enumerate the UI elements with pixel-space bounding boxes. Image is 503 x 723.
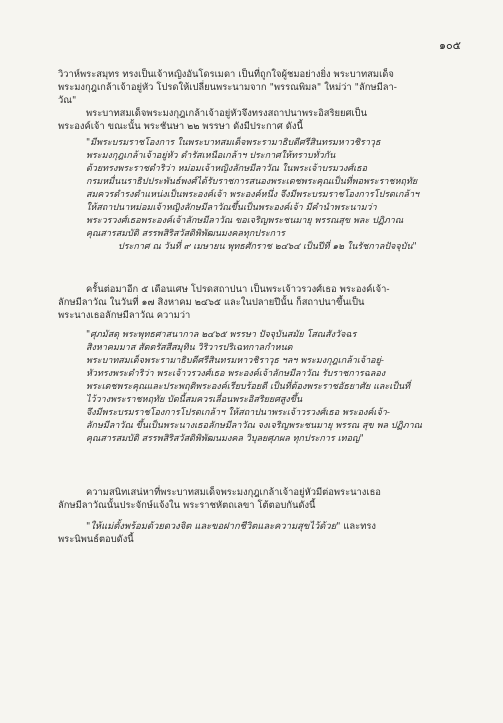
quote-line: คุณสารสมบัติ สรรพสิริสวัสดิพิพัฒนมงคลทุกประการ [86,229,286,239]
quote-line: ให้สถาปนาหม่อมเจ้าหญิงลักษมีลาวัณขึ้นเป็นพระองค์เจ้า มีคำนำพระนามว่า [86,203,377,213]
text-line: พระมงกุฎเกล้าเจ้าอยู่หัว โปรดให้เปลี่ยนพระนามจาก "พรรณพิมล" ใหม่ว่า "ลักษมีลา- [58,82,397,93]
quote-line: กรมหมื่นนราธิปประพันธ์พงศ์ได้รับราชการสนองพระเดชพระคุณเป็นที่พอพระราชหฤทัย [86,177,418,187]
text-line: พระนิพนธ์ตอบดังนี้ [58,534,134,545]
proclamation-quote-1 [58,137,458,254]
quote-line: "มีพระบรมราชโองการ ในพระบาทสมเด็จพระรามาธิบดีศรีสินทรมหาวชิราวุธ [86,138,381,148]
quote-line: พระวรวงศ์เธอพระองค์เจ้าลักษมีลาวัณ ขอเจริญพระชนมายุ พรรณสุข พละ ปฏิภาณ [86,216,404,226]
proclamation-quote-2 [58,329,458,446]
text-line: วิวาห์พระสมุทร ทรงเป็นเจ้าหญิงอันโดรเมดา เป็นที่ถูกใจผู้ชมอย่างยิ่ง พระบาทสมเด็จ [58,69,394,80]
letter-quote-tail: และทรง [340,521,377,532]
text-line: ลักษมีลาวัณนั้นประจักษ์แจ้งใน พระราชหัตถเลขา โต้ตอบกันดังนี้ [58,500,316,511]
paragraph-intro [58,68,458,133]
paragraph-affection [58,486,458,512]
quote-line: หัวทรงพระดำริว่า พระเจ้าวรวงศ์เธอ พระองค์เจ้าลักษมีลาวัณ รับราชการฉลอง [86,369,386,379]
quote-line: "ศุภมัสดุ พระพุทธศาสนากาล ๒๔๖๕ พรรษา ปัจจุบันสมัย โสณสังวัจฉร [86,330,357,340]
text-line: พระบาทสมเด็จพระมงกุฎเกล้าเจ้าอยู่หัวจึงทรงสถาปนาพระอิสริยยศเป็น [86,108,368,119]
quote-line: พระบาทสมเด็จพระรามาธิบดีศรีสินทรมหาวชิราวุธ ฯลฯ พระมงกุฎเกล้าเจ้าอยู่- [86,356,384,366]
page-number: ๑๐๕ [438,39,461,52]
quote-line: สิงหาคมมาส สัตตรัสสีสมุทิน วิริวารปริเฉทกาลกำหนด [86,343,293,353]
quote-line: ลักษมีลาวัณ ขึ้นเป็นพระนางเธอลักษมีลาวัณ จงเจริญพระชนมายุ พรรณ สุข พล ปฏิภาณ [86,421,422,431]
quote-line: พระมงกุฎเกล้าเจ้าอยู่หัว ดำรัสเหนือเกล้าฯ ประกาศให้ทราบทั่วกัน [86,151,336,161]
quote-line: คุณสารสมบัติ สรรพสิริสวัสดิพิพัฒนมงคล วิบุลยศุภผล ทุกประการ เทอญ" [86,434,364,444]
quote-line: ด้วยทรงพระราชดำริว่า หม่อมเจ้าหญิงลักษมีลาวัณ ในพระเจ้าบรมวงศ์เธอ [86,164,368,174]
text-line: ลักษมีลาวัณ ในวันที่ ๑๗ สิงหาคม ๒๔๖๕ และในปลายปีนั้น ก็สถาปนาขึ้นเป็น [58,297,365,308]
letter-quote: "ให้แม่ตั้งพร้อมด้วยดวงจิต และขอฝากชีวิตและความสุขไว้ด้วย" [86,521,341,532]
quote-line: สมควรดำรงตำแหน่งเป็นพระองค์เจ้า พระองค์หนึ่ง จึงมีพระบรมราชโองการโปรดเกล้าฯ [86,190,420,200]
text-line: พระองค์เจ้า ขณะนั้น พระชันษา ๒๒ พรรษา ดังมีประกาศ ดังนี้ [58,121,303,132]
text-line: วัณ" [58,95,77,106]
text-line: ความสนิทเสน่หาที่พระบาทสมเด็จพระมงกุฎเกล้าเจ้าอยู่หัวมีต่อพระนางเธอ [86,487,381,498]
quote-line: จึงมีพระบรมราชโองการโปรดเกล้าฯ ให้สถาปนาพระเจ้าวรวงศ์เธอ พระองค์เจ้า- [86,408,390,418]
paragraph-letter [58,520,458,546]
text-line [58,520,458,533]
text-line: พระนางเธอลักษมีลาวัณ ความว่า [58,310,191,321]
quote-line: ไว้วางพระราชหฤทัย บัดนี้สมควรเลื่อนพระอิสริยยศสูงขึ้น [86,395,303,405]
quote-line: ประกาศ ณ วันที่ ๙ เมษายน พุทธศักราช ๒๔๖๔ เป็นปีที่ ๑๒ ในรัชกาลปัจจุบัน" [118,242,417,252]
text-line: ครั้นต่อมาอีก ๕ เดือนเศษ โปรดสถาปนา เป็นพระเจ้าวรวงศ์เธอ พระองค์เจ้า- [86,284,390,295]
quote-line: พระเดชพระคุณและประพฤติพระองค์เรียบร้อยดี เป็นที่ต้องพระราชอัธยาศัย และเป็นที่ [86,382,411,392]
paragraph-elevation [58,283,458,322]
